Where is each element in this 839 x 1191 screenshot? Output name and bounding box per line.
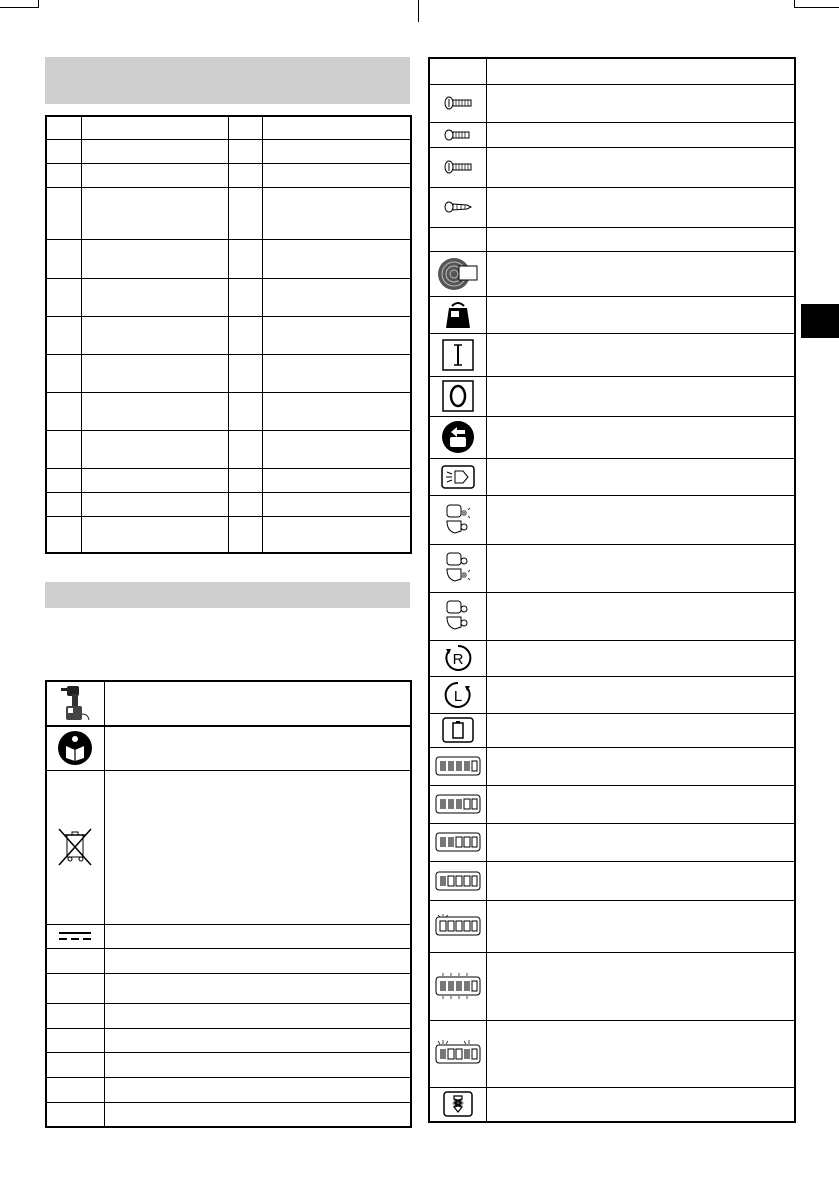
battery-blink-2-icon xyxy=(434,1039,482,1069)
table-cell xyxy=(429,592,486,640)
table-cell xyxy=(486,376,795,416)
table-row xyxy=(429,823,795,861)
table-cell xyxy=(486,747,795,785)
table-cell xyxy=(46,139,81,163)
table-cell xyxy=(429,84,486,122)
table-cell xyxy=(228,187,262,239)
table-cell xyxy=(228,139,262,163)
coil-spring-icon xyxy=(437,254,479,294)
table-row xyxy=(429,376,795,416)
dc-symbol-icon xyxy=(58,931,92,941)
battery-2-bars-icon xyxy=(435,832,481,852)
table-row xyxy=(429,147,795,187)
drill-mode-icon xyxy=(443,1091,473,1117)
table-cell xyxy=(486,251,795,296)
indicator-both-off-icon xyxy=(445,599,471,633)
crop-mark-top-right-h xyxy=(794,7,839,8)
symbols-table-right xyxy=(428,57,796,1123)
table-cell xyxy=(81,316,228,354)
table-row xyxy=(429,495,795,544)
table-cell xyxy=(46,973,104,1003)
table-cell xyxy=(486,84,795,122)
table-cell xyxy=(262,354,411,392)
table-cell xyxy=(262,163,411,187)
table-cell xyxy=(429,823,486,861)
table-cell xyxy=(46,1028,104,1052)
long-screw-icon xyxy=(443,160,473,174)
table-row xyxy=(429,900,795,952)
table-cell xyxy=(429,785,486,823)
table-cell xyxy=(46,239,81,278)
table-cell xyxy=(429,122,486,147)
table-cell xyxy=(46,516,81,553)
table-cell xyxy=(262,516,411,553)
table-row xyxy=(429,187,795,227)
table-cell xyxy=(46,430,81,468)
table-cell xyxy=(429,713,486,747)
table-cell xyxy=(81,468,228,492)
table-cell xyxy=(81,516,228,553)
table-row xyxy=(46,770,411,924)
table-cell xyxy=(429,747,486,785)
reverse-l-icon xyxy=(443,680,473,710)
table-cell xyxy=(486,458,795,495)
table-row xyxy=(429,592,795,640)
crop-mark-top-right-v xyxy=(794,0,795,8)
table-cell xyxy=(429,861,486,900)
table-cell xyxy=(46,924,104,948)
table-cell xyxy=(46,1003,104,1028)
table-row xyxy=(429,640,795,676)
table-cell xyxy=(228,468,262,492)
table-row xyxy=(46,924,411,948)
weight-icon xyxy=(445,300,471,330)
table-cell xyxy=(104,973,411,1003)
table-cell xyxy=(262,316,411,354)
table-row xyxy=(46,516,411,553)
table-row xyxy=(429,227,795,251)
table-row xyxy=(429,1087,795,1122)
table-row xyxy=(429,676,795,713)
table-cell xyxy=(104,770,411,924)
crossed-bin-icon xyxy=(57,827,93,867)
table-cell xyxy=(46,468,81,492)
table-cell xyxy=(81,139,228,163)
table-cell xyxy=(46,116,81,139)
table-row xyxy=(46,468,411,492)
table-row xyxy=(429,333,795,376)
table-row xyxy=(46,278,411,316)
table-cell xyxy=(228,354,262,392)
table-row xyxy=(429,861,795,900)
table-cell xyxy=(429,1087,486,1122)
light-icon xyxy=(441,465,475,489)
table-cell xyxy=(429,376,486,416)
table-row xyxy=(46,316,411,354)
crop-mark-top-left-v xyxy=(38,0,39,8)
table-cell xyxy=(104,1102,411,1127)
table-row xyxy=(429,544,795,592)
table-cell xyxy=(486,785,795,823)
table-row xyxy=(46,726,411,770)
svg-text:L: L xyxy=(453,687,462,705)
table-cell xyxy=(486,952,795,1020)
table-cell xyxy=(46,354,81,392)
table-cell xyxy=(486,122,795,147)
table-cell xyxy=(228,430,262,468)
table-row xyxy=(46,354,411,392)
table-cell xyxy=(486,640,795,676)
svg-text:R: R xyxy=(452,651,464,668)
table-row xyxy=(46,239,411,278)
table-row xyxy=(46,187,411,239)
table-cell xyxy=(262,278,411,316)
table-cell xyxy=(228,239,262,278)
table-cell xyxy=(429,187,486,227)
table-row xyxy=(429,84,795,122)
table-cell xyxy=(46,316,81,354)
table-row xyxy=(46,948,411,973)
crop-mark-top-center-v xyxy=(418,0,419,22)
read-manual-icon xyxy=(57,730,93,766)
off-switch-icon xyxy=(442,380,474,412)
circular-arrow-icon xyxy=(441,420,475,454)
table-cell xyxy=(228,516,262,553)
table-row xyxy=(429,58,795,84)
table-cell xyxy=(262,430,411,468)
table-cell xyxy=(81,163,228,187)
table-cell xyxy=(46,1077,104,1102)
table-cell xyxy=(104,948,411,973)
tapping-screw-icon xyxy=(443,201,473,213)
table-row xyxy=(46,1077,411,1102)
table-cell xyxy=(46,492,81,516)
table-row xyxy=(46,116,411,139)
reverse-r-icon xyxy=(443,643,473,673)
specs-section-header xyxy=(45,57,410,104)
table-cell xyxy=(262,187,411,239)
table-cell xyxy=(262,239,411,278)
table-row xyxy=(429,122,795,147)
table-cell xyxy=(429,296,486,333)
table-row xyxy=(46,392,411,430)
table-cell xyxy=(486,676,795,713)
table-cell xyxy=(429,544,486,592)
symbols-table-left xyxy=(45,680,412,1128)
table-cell xyxy=(486,1020,795,1087)
table-cell xyxy=(429,58,486,84)
table-cell xyxy=(81,278,228,316)
table-row xyxy=(46,430,411,468)
symbols-section-header xyxy=(45,582,410,608)
table-cell xyxy=(46,1052,104,1077)
pan-head-screw-icon xyxy=(443,96,473,110)
table-row xyxy=(429,416,795,458)
table-cell xyxy=(486,187,795,227)
table-row xyxy=(429,952,795,1020)
battery-1-bar-icon xyxy=(435,871,481,891)
table-cell xyxy=(46,770,104,924)
table-cell xyxy=(228,278,262,316)
table-cell xyxy=(429,227,486,251)
table-row xyxy=(46,1102,411,1127)
table-cell xyxy=(486,58,795,84)
short-screw-icon xyxy=(443,129,473,141)
table-cell xyxy=(81,239,228,278)
table-cell xyxy=(46,163,81,187)
table-cell xyxy=(262,139,411,163)
specifications-table xyxy=(45,115,412,554)
indicator-top-blink-icon xyxy=(445,503,471,537)
table-row xyxy=(429,458,795,495)
crop-mark-top-left-h xyxy=(0,7,38,8)
table-cell xyxy=(104,681,411,726)
table-cell xyxy=(429,333,486,376)
table-cell xyxy=(262,468,411,492)
table-row xyxy=(429,747,795,785)
table-cell xyxy=(104,1028,411,1052)
table-cell xyxy=(429,147,486,187)
table-cell xyxy=(486,416,795,458)
table-cell xyxy=(81,354,228,392)
table-cell xyxy=(228,116,262,139)
table-cell xyxy=(262,392,411,430)
table-cell xyxy=(46,278,81,316)
table-cell xyxy=(429,676,486,713)
table-cell xyxy=(486,296,795,333)
table-cell xyxy=(429,900,486,952)
table-cell xyxy=(486,495,795,544)
table-cell xyxy=(429,640,486,676)
table-cell xyxy=(486,544,795,592)
table-cell xyxy=(81,187,228,239)
table-cell xyxy=(486,861,795,900)
table-row xyxy=(46,163,411,187)
table-cell xyxy=(262,116,411,139)
table-row xyxy=(429,296,795,333)
table-cell xyxy=(81,492,228,516)
table-cell xyxy=(46,681,104,726)
table-cell xyxy=(81,116,228,139)
battery-4-bars-icon xyxy=(435,756,481,776)
table-row xyxy=(46,139,411,163)
table-row xyxy=(429,251,795,296)
table-row xyxy=(429,785,795,823)
table-cell xyxy=(104,726,411,770)
table-row xyxy=(429,713,795,747)
table-row xyxy=(46,1003,411,1028)
table-cell xyxy=(429,416,486,458)
table-cell xyxy=(262,492,411,516)
table-cell xyxy=(81,392,228,430)
table-cell xyxy=(429,458,486,495)
language-side-tab xyxy=(801,304,839,338)
table-row xyxy=(429,1020,795,1087)
table-cell xyxy=(486,333,795,376)
table-cell xyxy=(46,392,81,430)
table-row xyxy=(46,1052,411,1077)
table-cell xyxy=(104,1003,411,1028)
table-cell xyxy=(228,163,262,187)
table-row xyxy=(46,973,411,1003)
battery-icon xyxy=(442,717,474,743)
battery-blink-all-icon xyxy=(434,971,482,1001)
table-cell xyxy=(81,430,228,468)
battery-blink-1-icon xyxy=(434,913,482,939)
table-cell xyxy=(104,1052,411,1077)
table-cell xyxy=(429,1020,486,1087)
table-row xyxy=(46,492,411,516)
on-switch-icon xyxy=(442,339,474,371)
table-cell xyxy=(486,592,795,640)
table-cell xyxy=(46,948,104,973)
table-cell xyxy=(486,1087,795,1122)
table-cell xyxy=(486,823,795,861)
table-cell xyxy=(46,726,104,770)
table-row xyxy=(46,1028,411,1052)
table-cell xyxy=(486,147,795,187)
table-cell xyxy=(228,316,262,354)
indicator-bottom-blink-icon xyxy=(445,551,471,585)
table-cell xyxy=(228,392,262,430)
table-cell xyxy=(486,713,795,747)
table-cell xyxy=(104,924,411,948)
table-cell xyxy=(429,952,486,1020)
table-cell xyxy=(486,900,795,952)
table-cell xyxy=(46,187,81,239)
impact-driver-icon xyxy=(58,684,92,724)
table-cell xyxy=(429,251,486,296)
table-cell xyxy=(429,495,486,544)
table-cell xyxy=(46,1102,104,1127)
table-cell xyxy=(486,227,795,251)
battery-3-bars-icon xyxy=(435,794,481,814)
table-cell xyxy=(104,1077,411,1102)
table-row xyxy=(46,681,411,726)
table-cell xyxy=(228,492,262,516)
